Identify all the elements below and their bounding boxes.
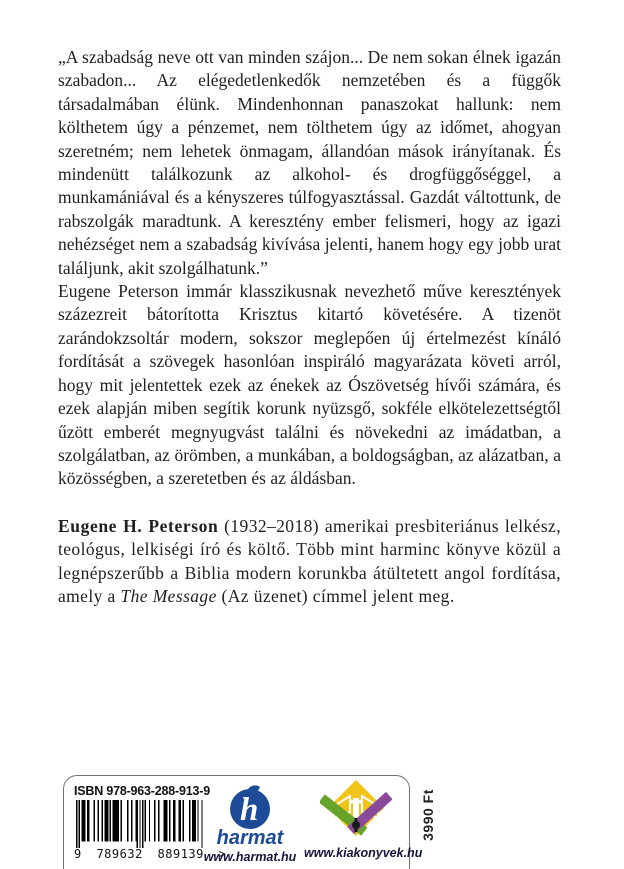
svg-text:h: h [240,792,259,828]
kiakonyvek-logo-icon [320,778,392,840]
harmat-wordmark: harmat [216,827,284,849]
book-title: The Message [120,585,217,606]
bio-text: (1932–2018) amerikai presbiteriánus lelkész, teológus, lelkiségi író és költő. Több mint harminc könyve közül a legnépszerűbb a Biblia modern korunkba átültetett angol fordítása, amely a [58,515,561,606]
barcode [74,784,227,861]
bio-text-end: (Az üzenet) címmel jelent meg. [216,585,455,606]
quote-paragraph: „A szabadság neve ott van minden szájon... De nem sokan élnek igazán szabadon... Az elégedetlenkedők nemzetében és a függők társadalmában élünk. Mindenhonnan panaszokat hallunk: nem költhetem úgy a pénzemet, nem tölthetem úgy az időmet, ahogyan szeretném; nem lehetek önmagam, állandóan mások irányítanak. És mindenütt találkozunk az alkohol- és drogfüggőséggel, a munkamániával és a kényszeres túlfogyasztással. Gazdát váltottunk, de rabszolgák maradtunk. A keresztény ember felismeri, hogy az igazi nehézséget nem a szabadság kivívása jelenti, hanem hogy egy jobb urat találjunk, akit szolgálhatunk.” [58,47,561,278]
bio-paragraph [58,515,561,609]
kiakonyvek-url: www.kiakonyvek.hu [304,846,423,860]
description-paragraph: Eugene Peterson immár klasszikusnak nevezhető műve keresztények százezreit bátorította Krisztus kitartó követésére. A tizenöt zarándokzsoltár modern, sokszor meglepően új értelmezést kínáló fordítását a szövegek hasonlóan inspiráló magyarázata követi arról, hogy mit jelentettek ezek az énekek az Ószövetség hívői számára, és ezek alapján miben segítik korunk nyüzsgő, sokféle elkötelezettségtől űzött emberét megnyugvást találni és növekedni az imádatban, a szolgálatban, az örömben, a munkában, a boldogságban, az alázatban, a közösségben, a szeretetben és az áldásban. [58,281,561,489]
harmat-publisher-block [200,782,300,865]
barcode-bars-icon [76,800,204,848]
barcode-digits: 9 789632 889139 > [74,847,227,861]
isbn-label: ISBN 978-963-288-913-9 [74,784,210,798]
back-cover-text [58,46,561,608]
author-name: Eugene H. Peterson [58,515,219,536]
price-label: 3990 Ft [420,789,436,841]
harmat-url: www.harmat.hu [203,850,297,864]
harmat-logo-icon [227,782,273,830]
imprint-box [63,775,423,869]
kiakonyvek-publisher-block [304,778,423,861]
